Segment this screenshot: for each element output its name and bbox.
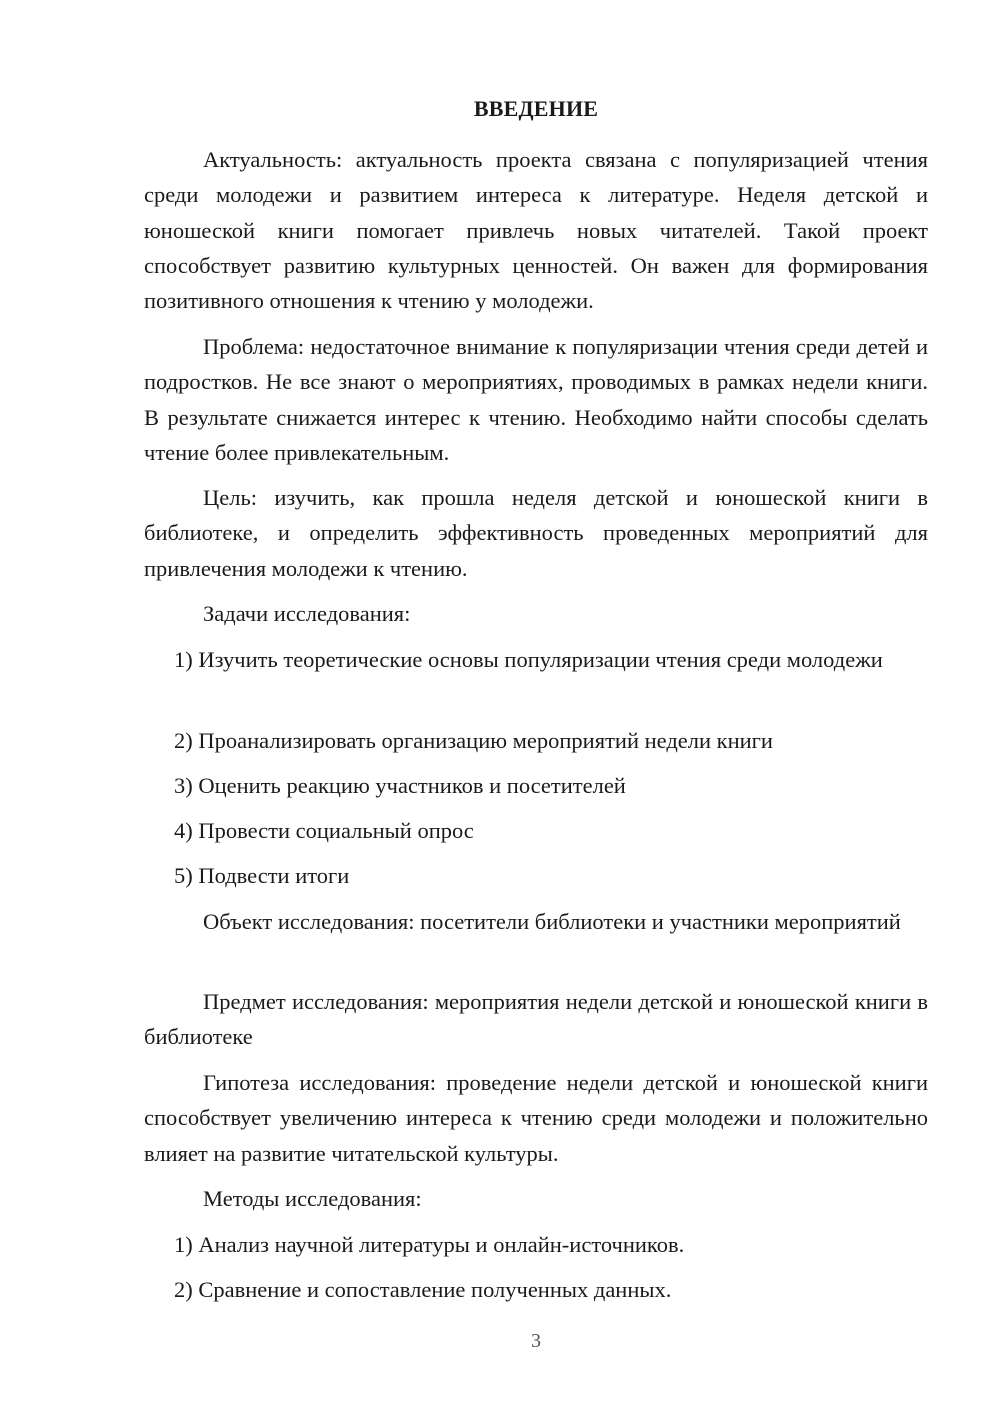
task-item-2: 2) Проанализировать организацию мероприятий недели книги: [174, 728, 773, 753]
method-item-2: 2) Сравнение и сопоставление полученных данных.: [174, 1277, 672, 1302]
subject-paragraph: Предмет исследования: мероприятия недели детской и юношеской книги в библиотеке: [144, 989, 928, 1050]
task-item-5: 5) Подвести итоги: [174, 863, 350, 888]
relevance-paragraph: Актуальность: актуальность проекта связана с популяризацией чтения среди молодежи и развитием интереса к литературе. Неделя детской и юношеской книги помогает привлечь новых читателей. Такой проект способствует развитию культурных ценностей. Он важен для формирования позитивного отношения к чтению у молодежи.: [144, 147, 928, 314]
task-item-1: 1) Изучить теоретические основы популяризации чтения среди молодежи: [174, 647, 883, 672]
hypothesis-paragraph: Гипотеза исследования: проведение недели детской и юношеской книги способствует увеличению интереса к чтению среди молодежи и положительно влияет на развитие читательской культуры.: [144, 1070, 928, 1166]
goal-paragraph: Цель: изучить, как прошла неделя детской и юношеской книги в библиотеке, и определить эффективность проведенных мероприятий для привлечения молодежи к чтению.: [144, 485, 928, 581]
page-number: 3: [531, 1330, 541, 1352]
task-item-4: 4) Провести социальный опрос: [174, 818, 474, 843]
methods-title: Методы исследования:: [203, 1186, 422, 1211]
object-paragraph: Объект исследования: посетители библиотеки и участники мероприятий: [203, 909, 901, 934]
tasks-title: Задачи исследования:: [203, 601, 411, 626]
task-item-3: 3) Оценить реакцию участников и посетителей: [174, 773, 626, 798]
page-heading: ВВЕДЕНИЕ: [473, 96, 599, 121]
problem-paragraph: Проблема: недостаточное внимание к популяризации чтения среди детей и подростков. Не все знают о мероприятиях, проводимых в рамках недели книги. В результате снижается интерес к чтению. Необходимо найти способы сделать чтение более привлекательным.: [144, 334, 928, 465]
method-item-1: 1) Анализ научной литературы и онлайн-источников.: [174, 1232, 685, 1257]
